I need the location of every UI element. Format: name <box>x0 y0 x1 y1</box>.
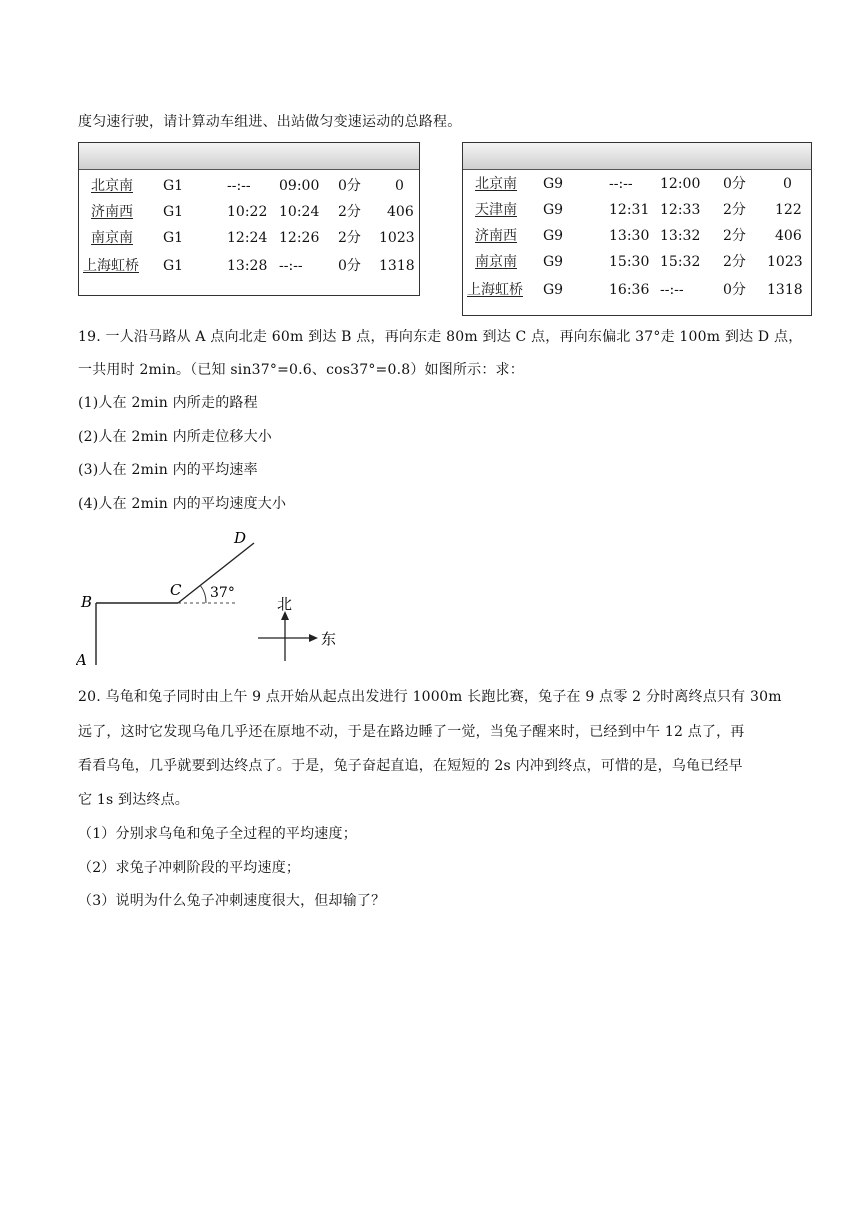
distance: 122 <box>775 202 802 218</box>
table-row <box>79 199 419 225</box>
timetable-header <box>79 143 419 170</box>
stop-duration: 0分 <box>338 258 361 274</box>
label-b: B <box>81 593 93 611</box>
east-label: 东 <box>321 630 337 648</box>
depart-time: 15:32 <box>660 254 701 270</box>
arrive-time: 13:28 <box>227 258 268 274</box>
q19-line1: 19. 一人沿马路从 A 点向北走 60m 到达 B 点，再向东走 80m 到达 C 点，再向东偏北 37°走 100m 到达 D 点， <box>78 329 803 345</box>
arrive-time: 10:22 <box>227 204 268 220</box>
timetable-g1 <box>78 142 420 296</box>
depart-time: --:-- <box>660 282 684 298</box>
station-name: 上海虹桥 <box>467 282 523 298</box>
station-name: 南京南 <box>91 230 133 246</box>
distance: 1023 <box>767 254 803 270</box>
table-row <box>463 249 811 275</box>
distance: 0 <box>783 176 792 192</box>
table-row <box>463 223 811 249</box>
train-number: G9 <box>543 228 564 244</box>
depart-time: --:-- <box>279 258 303 274</box>
q20-line2: 远了，这时它发现乌龟几乎还在原地不动，于是在路边睡了一觉，当兔子醒来时，已经到中午 12 点了，再 <box>78 724 745 740</box>
train-number: G9 <box>543 282 564 298</box>
train-number: G1 <box>163 230 184 246</box>
train-number: G1 <box>163 178 184 194</box>
depart-time: 12:26 <box>279 230 320 246</box>
distance: 1318 <box>379 258 415 274</box>
timetable-header <box>463 143 811 170</box>
arrive-time: --:-- <box>227 178 251 194</box>
station-name: 上海虹桥 <box>83 258 139 274</box>
arrive-time: 16:36 <box>609 282 650 298</box>
table-row <box>463 277 811 303</box>
stop-duration: 0分 <box>338 178 361 194</box>
table-row <box>463 171 811 197</box>
q20-item-2: （2）求兔子冲刺阶段的平均速度； <box>78 860 301 876</box>
stop-duration: 2分 <box>723 228 746 244</box>
north-label: 北 <box>277 595 293 613</box>
label-c: C <box>170 581 182 599</box>
train-number: G1 <box>163 204 184 220</box>
stop-duration: 2分 <box>338 230 361 246</box>
depart-time: 09:00 <box>279 178 320 194</box>
train-number: G9 <box>543 254 564 270</box>
arrive-time: --:-- <box>609 176 633 192</box>
q19-line2: 一共用时 2min。（已知 sin37°=0.6、cos37°=0.8）如图所示：求： <box>78 362 524 378</box>
depart-time: 13:32 <box>660 228 701 244</box>
path-diagram <box>76 525 346 673</box>
table-row <box>79 225 419 251</box>
distance: 1318 <box>767 282 803 298</box>
depart-time: 12:33 <box>660 202 701 218</box>
distance: 406 <box>775 228 802 244</box>
arrive-time: 12:31 <box>609 202 650 218</box>
station-name: 济南西 <box>475 228 517 244</box>
stop-duration: 2分 <box>338 204 361 220</box>
station-name: 济南西 <box>91 204 133 220</box>
q20-item-3: （3）说明为什么兔子冲刺速度很大，但却输了？ <box>78 893 386 909</box>
stop-duration: 0分 <box>723 176 746 192</box>
distance: 0 <box>395 178 404 194</box>
q19-item-1: (1)人在 2min 内所走的路程 <box>78 395 258 411</box>
angle-arc <box>200 585 206 603</box>
stop-duration: 2分 <box>723 254 746 270</box>
station-name: 天津南 <box>475 202 517 218</box>
distance: 1023 <box>379 230 415 246</box>
east-arrow-icon <box>309 634 318 642</box>
train-number: G9 <box>543 176 564 192</box>
timetable-g9 <box>462 142 812 316</box>
distance: 406 <box>387 204 414 220</box>
angle-label: 37° <box>210 585 235 601</box>
intro-line: 度匀速行驶，请计算动车组进、出站做匀变速运动的总路程。 <box>78 114 462 130</box>
stop-duration: 0分 <box>723 282 746 298</box>
station-name: 北京南 <box>475 176 517 192</box>
depart-time: 10:24 <box>279 204 320 220</box>
q19-item-2: (2)人在 2min 内所走位移大小 <box>78 429 273 445</box>
table-row <box>79 173 419 199</box>
stop-duration: 2分 <box>723 202 746 218</box>
train-number: G9 <box>543 202 564 218</box>
q19-item-3: (3)人在 2min 内的平均速率 <box>78 462 258 478</box>
label-a: A <box>76 651 87 669</box>
arrive-time: 15:30 <box>609 254 650 270</box>
table-row <box>79 253 419 279</box>
arrive-time: 12:24 <box>227 230 268 246</box>
station-name: 南京南 <box>475 254 517 270</box>
q20-item-1: （1）分别求乌龟和兔子全过程的平均速度； <box>78 826 357 842</box>
depart-time: 12:00 <box>660 176 701 192</box>
train-number: G1 <box>163 258 184 274</box>
table-row <box>463 197 811 223</box>
station-name: 北京南 <box>91 178 133 194</box>
q20-line4: 它 1s 到达终点。 <box>78 792 189 808</box>
arrive-time: 13:30 <box>609 228 650 244</box>
q19-item-4: (4)人在 2min 内的平均速度大小 <box>78 496 287 512</box>
label-d: D <box>234 529 247 547</box>
q20-line3: 看看乌龟，几乎就要到达终点了。于是，兔子奋起直追，在短短的 2s 内冲到终点，可惜的是，乌龟已经早 <box>78 758 743 774</box>
q20-line1: 20. 乌龟和兔子同时由上午 9 点开始从起点出发进行 1000m 长跑比赛，兔子在 9 点零 2 分时离终点只有 30m <box>78 689 782 705</box>
